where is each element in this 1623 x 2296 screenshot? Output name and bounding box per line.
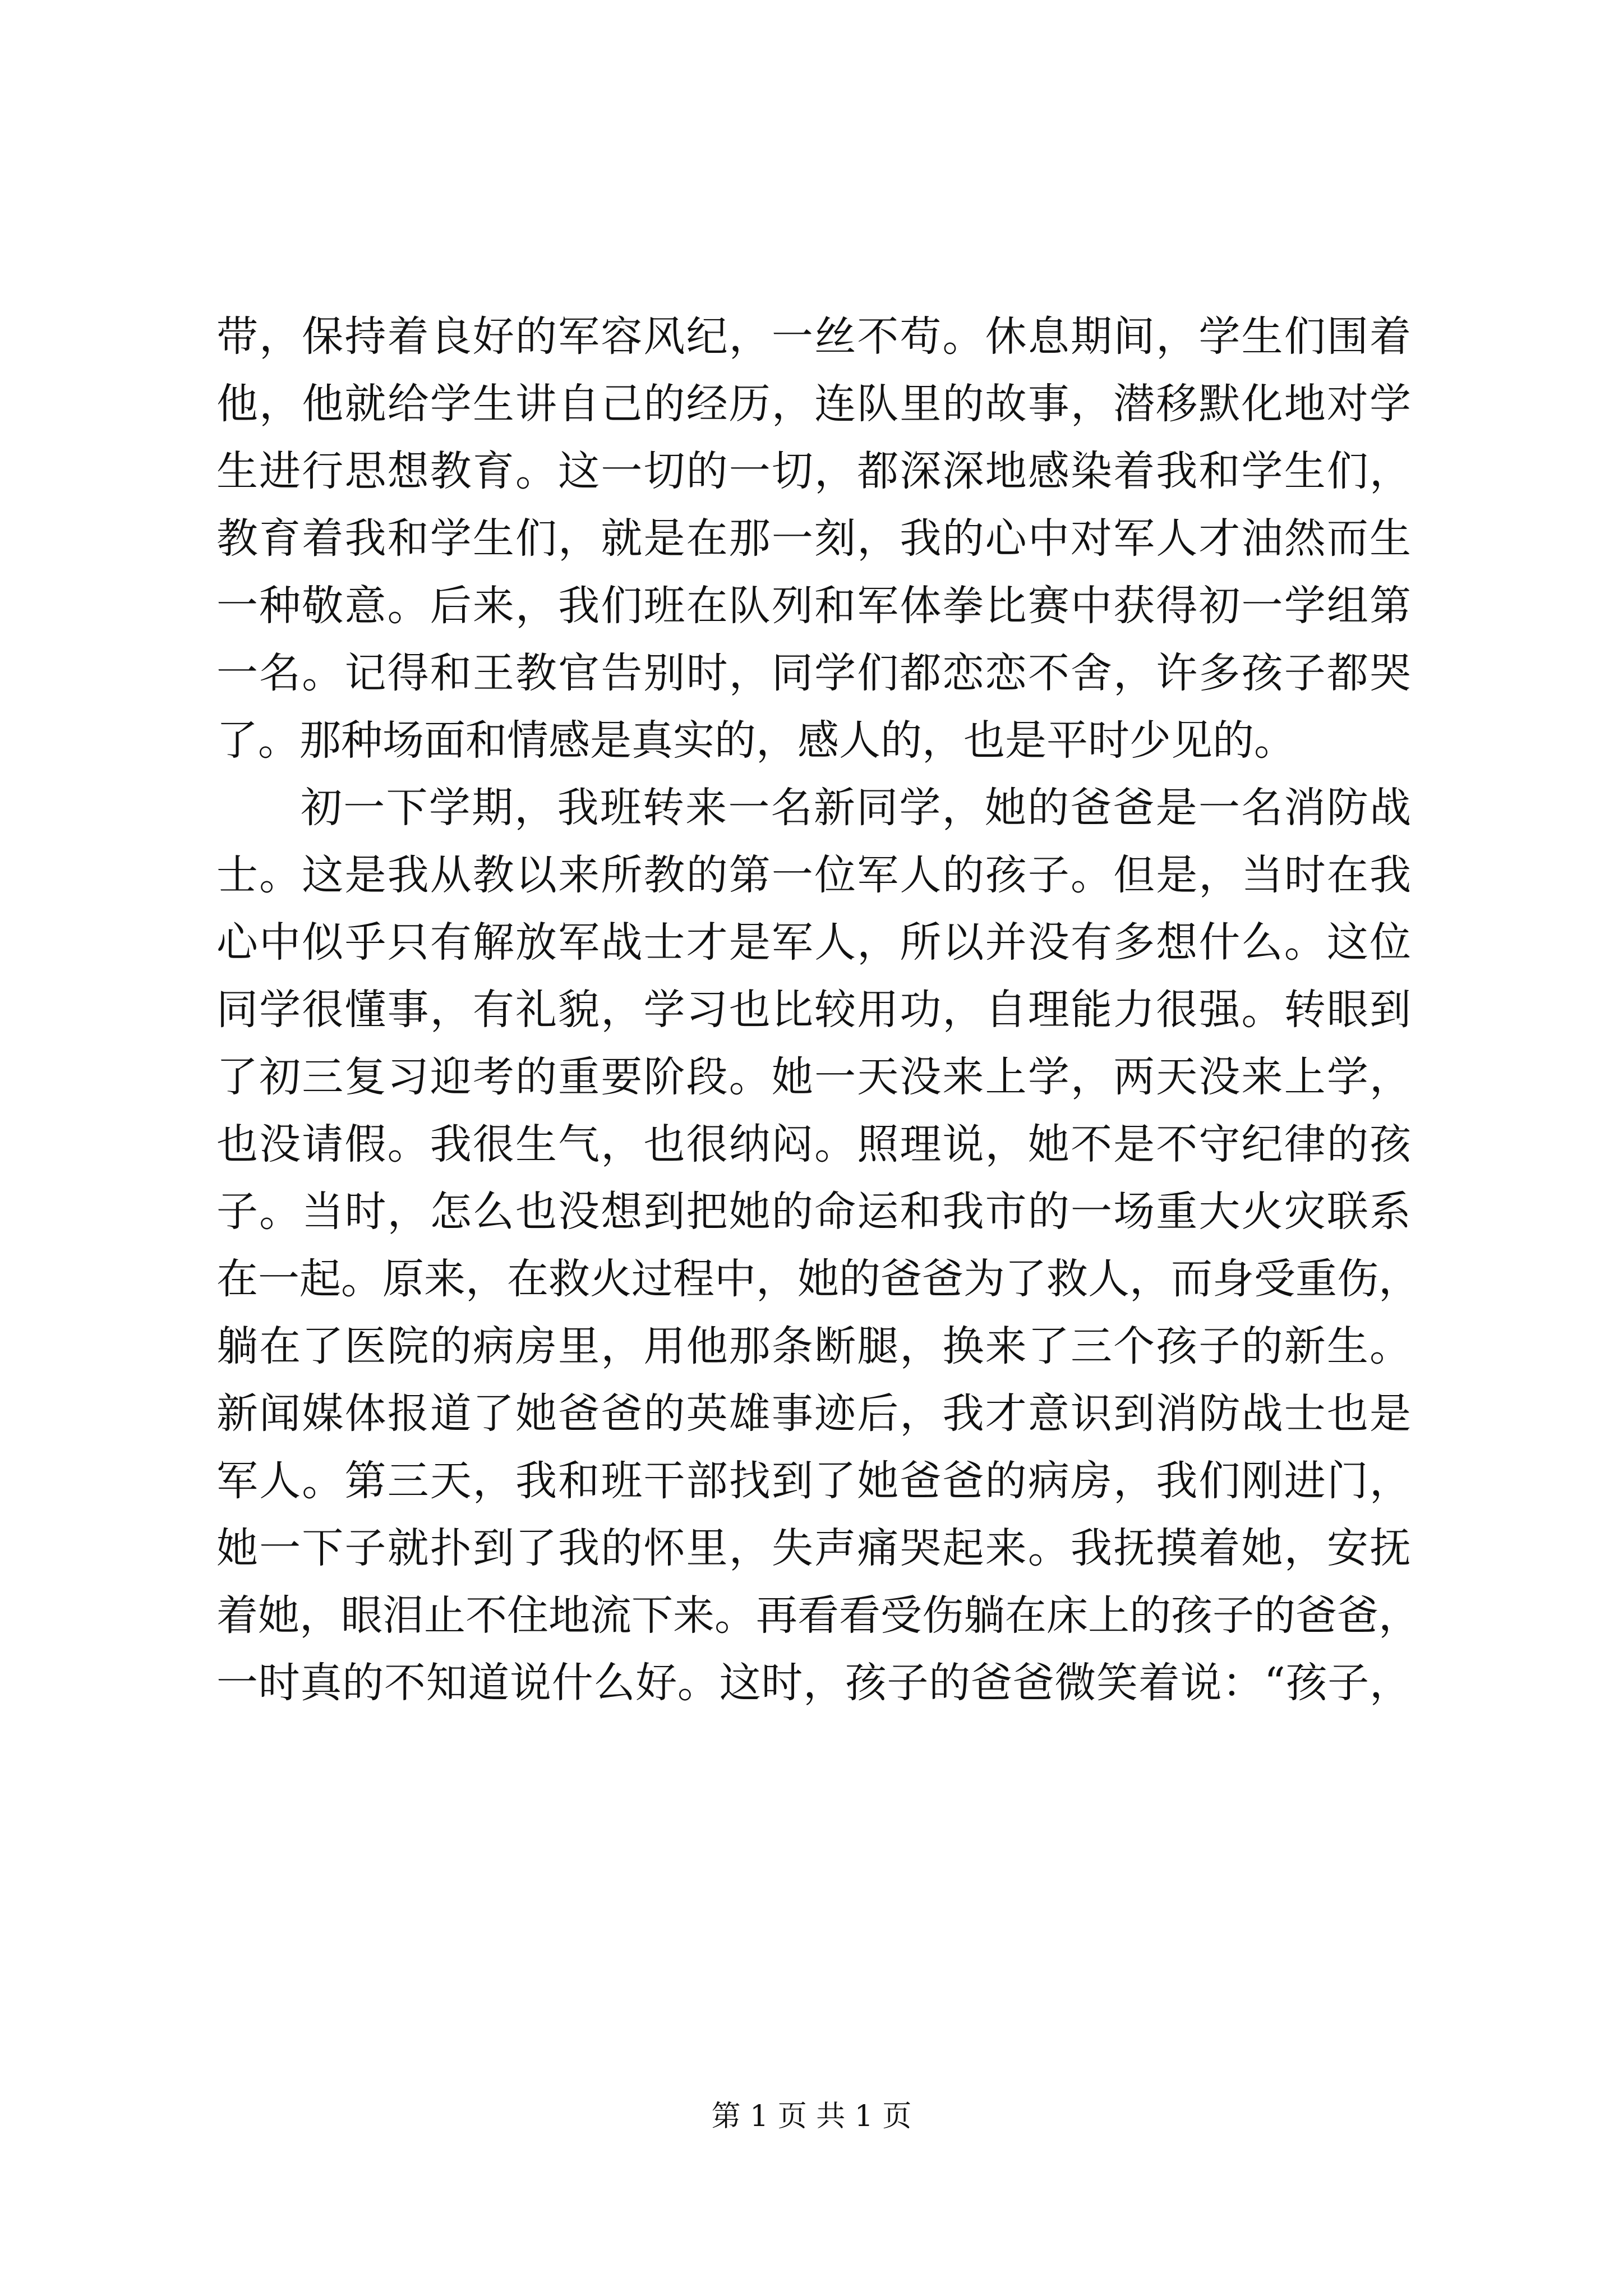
text-line: 带，保持着良好的军容风纪，一丝不苟。休息期间，学生们围着 (216, 312, 1411, 361)
text-line: 了初三复习迎考的重要阶段。她一天没来上学，两天没来上学， (216, 1053, 1411, 1101)
text-line: 一名。记得和王教官告别时，同学们都恋恋不舍，许多孩子都哭 (216, 649, 1411, 697)
text-line: 他，他就给学生讲自己的经历，连队里的故事，潜移默化地对学 (216, 380, 1411, 428)
text-line: 着她，眼泪止不住地流下来。再看看受伤躺在床上的孩子的爸爸， (216, 1591, 1420, 1640)
text-line: 一种敬意。后来，我们班在队列和军体拳比赛中获得初一学组第 (216, 582, 1411, 630)
text-line: 也没请假。我很生气，也很纳闷。照理说，她不是不守纪律的孩 (216, 1120, 1411, 1168)
text-line: 同学很懂事，有礼貌，学习也比较用功，自理能力很强。转眼到 (216, 986, 1411, 1034)
text-line: 了。那种场面和情感是真实的，感人的，也是平时少见的。 (216, 716, 1295, 765)
text-line: 士。这是我从教以来所教的第一位军人的孩子。但是，当时在我 (216, 851, 1411, 899)
body-text (216, 303, 1420, 1717)
text-line: 子。当时，怎么也没想到把她的命运和我市的一场重大火灾联系 (216, 1188, 1411, 1236)
page-footer (0, 2092, 1623, 2134)
page-number-label: 第 1 页 共 1 页 (711, 2100, 912, 2133)
paragraph-1 (216, 303, 1411, 774)
text-line: 生进行思想教育。这一切的一切，都深深地感染着我和学生们， (216, 447, 1411, 495)
text-line: 军人。第三天，我和班干部找到了她爸爸的病房，我们刚进门， (216, 1457, 1411, 1505)
text-line: 一时真的不知道说什么好。这时，孩子的爸爸微笑着说：“孩子， (216, 1659, 1411, 1707)
text-line: 在一起。原来，在救火过程中，她的爸爸为了救人，而身受重伤， (216, 1255, 1420, 1303)
paragraph-2 (216, 774, 1420, 1717)
text-line: 初一下学期，我班转来一名新同学，她的爸爸是一名消防战 (301, 784, 1411, 832)
text-line: 心中似乎只有解放军战士才是军人，所以并没有多想什么。这位 (216, 918, 1411, 967)
text-line: 她一下子就扑到了我的怀里，失声痛哭起来。我抚摸着她，安抚 (216, 1524, 1411, 1572)
text-line: 躺在了医院的病房里，用他那条断腿，换来了三个孩子的新生。 (216, 1322, 1411, 1370)
text-line: 新闻媒体报道了她爸爸的英雄事迹后，我才意识到消防战士也是 (216, 1389, 1411, 1438)
text-line: 教育着我和学生们，就是在那一刻，我的心中对军人才油然而生 (216, 514, 1411, 563)
